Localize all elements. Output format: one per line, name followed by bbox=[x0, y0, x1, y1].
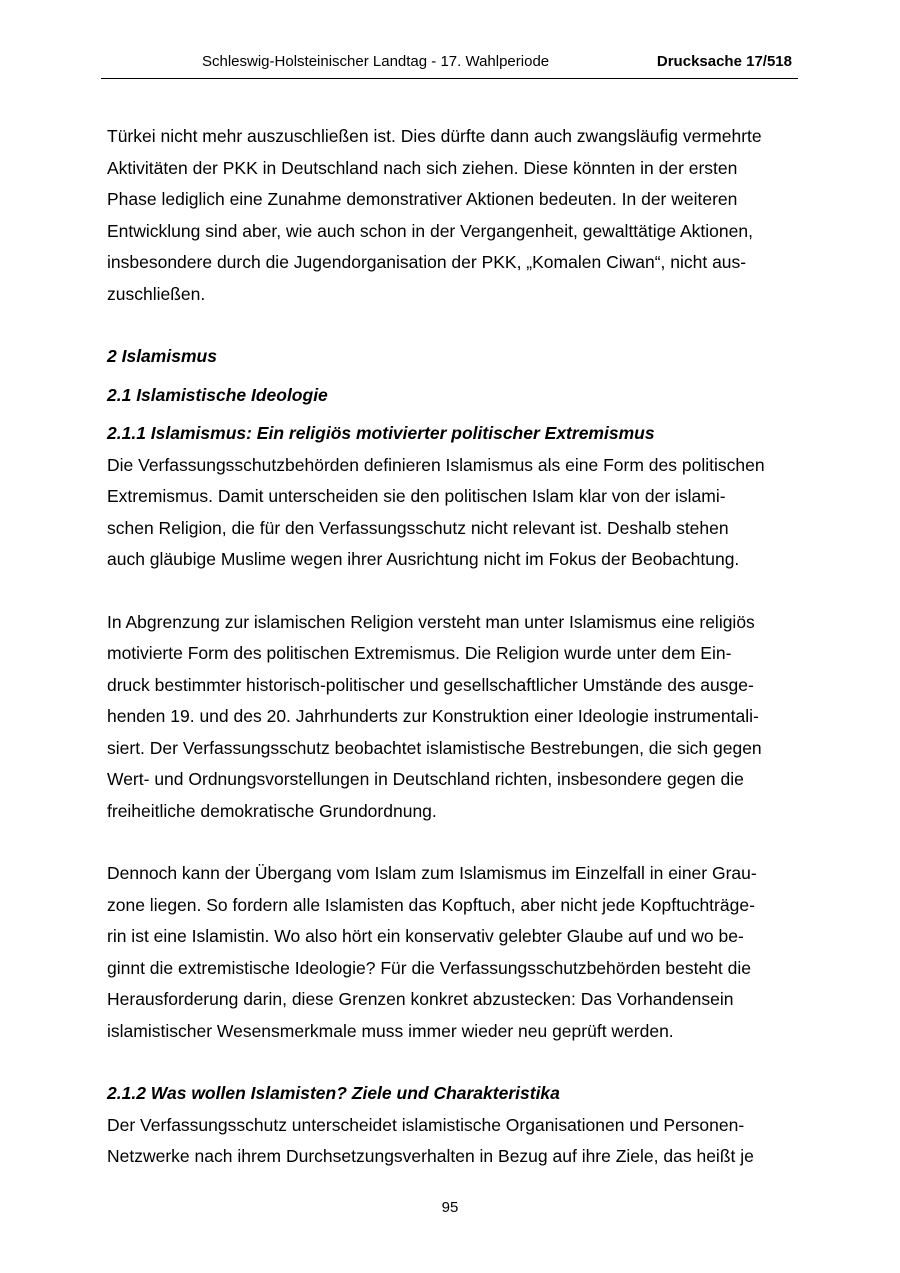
text-line: freiheitliche demokratische Grundordnung. bbox=[107, 800, 437, 821]
text-line: auch gläubige Muslime wegen ihrer Ausrichtung nicht im Fokus der Beobachtung. bbox=[107, 549, 740, 569]
page-number: 95 bbox=[441, 1199, 459, 1216]
page-header bbox=[101, 52, 798, 79]
text-line: Netzwerke nach ihrem Durchsetzungsverhalten in Bezug auf ihre Ziele, das heißt je bbox=[107, 1146, 754, 1166]
header-title: Schleswig-Holsteinischer Landtag - 17. Wahlperiode bbox=[202, 53, 550, 70]
heading-islamistische-ideologie: 2.1 Islamistische Ideologie bbox=[107, 384, 328, 405]
text-line: Aktivitäten der PKK in Deutschland nach sich ziehen. Diese könnten in der ersten bbox=[107, 157, 738, 178]
intro-paragraph bbox=[107, 121, 807, 310]
text-line: motivierte Form des politischen Extremismus. Die Religion wurde unter dem Ein- bbox=[107, 643, 732, 663]
section-2-1-2-paragraph-1 bbox=[107, 1110, 807, 1173]
text-line: Entwicklung sind aber, wie auch schon in der Vergangenheit, gewalttätige Aktionen, bbox=[107, 220, 753, 241]
text-line: Der Verfassungsschutz unterscheidet islamistische Organisationen und Personen- bbox=[107, 1114, 745, 1135]
heading-was-wollen-islamisten: 2.1.2 Was wollen Islamisten? Ziele und Charakteristika bbox=[107, 1083, 560, 1103]
text-line: Herausforderung darin, diese Grenzen konkret abzustecken: Das Vorhandensein bbox=[107, 989, 734, 1009]
text-line: rin ist eine Islamistin. Wo also hört ein konservativ gelebter Glaube auf und wo be- bbox=[107, 926, 744, 946]
text-line: insbesondere durch die Jugendorganisation der PKK, „Komalen Ciwan“, nicht aus- bbox=[107, 252, 747, 272]
text-line: Extremismus. Damit unterscheiden sie den politischen Islam klar von der islami- bbox=[107, 486, 726, 506]
header-document-number: Drucksache 17/518 bbox=[656, 53, 792, 70]
text-line: Wert- und Ordnungsvorstellungen in Deutschland richten, insbesondere gegen die bbox=[107, 769, 744, 789]
section-2-1-1-paragraph-2 bbox=[107, 607, 807, 828]
text-line: henden 19. und des 20. Jahrhunderts zur Konstruktion einer Ideologie instrumentali- bbox=[107, 706, 759, 726]
text-line: schen Religion, die für den Verfassungsschutz nicht relevant ist. Deshalb stehen bbox=[107, 517, 729, 538]
text-line: Dennoch kann der Übergang vom Islam zum Islamismus im Einzelfall in einer Grau- bbox=[107, 863, 757, 883]
heading-religioes-motivierter-extremismus: 2.1.1 Islamismus: Ein religiös motivierter politischer Extremismus bbox=[107, 423, 655, 443]
page-body bbox=[107, 121, 807, 1173]
text-line: Türkei nicht mehr auszuschließen ist. Dies dürfte dann auch zwangsläufig vermehrte bbox=[107, 126, 762, 146]
text-line: zone liegen. So fordern alle Islamisten das Kopftuch, aber nicht jede Kopftuchträge- bbox=[107, 894, 755, 915]
section-2-1-1-paragraph-1 bbox=[107, 450, 807, 576]
text-line: siert. Der Verfassungsschutz beobachtet islamistische Bestrebungen, die sich gegen bbox=[107, 737, 762, 758]
text-line: islamistischer Wesensmerkmale muss immer wieder neu geprüft werden. bbox=[107, 1020, 674, 1041]
text-line: Phase lediglich eine Zunahme demonstrativer Aktionen bedeuten. In der weiteren bbox=[107, 189, 738, 209]
text-line: druck bestimmter historisch-politischer und gesellschaftlicher Umstände des ausge- bbox=[107, 674, 754, 695]
section-2-1-1-paragraph-3 bbox=[107, 858, 807, 1047]
text-line: Die Verfassungsschutzbehörden definieren Islamismus als eine Form des politischen bbox=[107, 454, 765, 475]
heading-islamismus: 2 Islamismus bbox=[107, 346, 217, 366]
text-line: ginnt die extremistische Ideologie? Für die Verfassungsschutzbehörden besteht die bbox=[107, 957, 752, 978]
text-line: In Abgrenzung zur islamischen Religion versteht man unter Islamismus eine religiös bbox=[107, 611, 755, 632]
text-line: zuschließen. bbox=[107, 283, 206, 304]
